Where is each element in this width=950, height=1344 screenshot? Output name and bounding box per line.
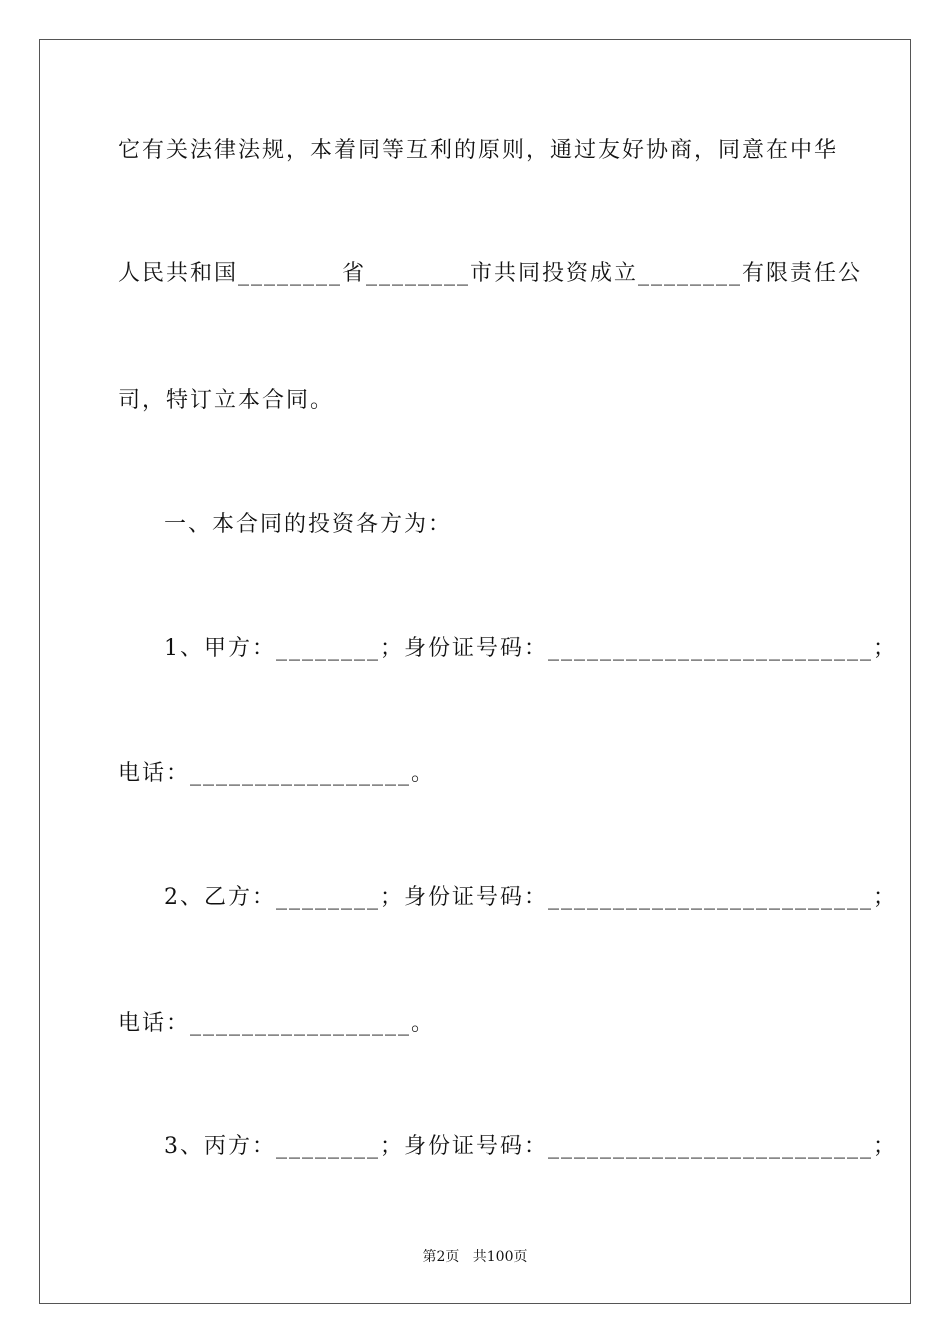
party-c-line: 3、丙方：________；身份证号码：_________________________；	[164, 1134, 897, 1159]
section-heading-investors: 一、本合同的投资各方为：	[164, 512, 453, 537]
page-frame	[39, 39, 911, 1304]
body-line-1: 它有关法律法规，本着同等互利的原则，通过友好协商，同意在中华	[118, 138, 839, 163]
page-number-footer: 第2页 共100页	[422, 1249, 528, 1265]
party-a-phone-line: 电话：_________________。	[118, 761, 436, 786]
body-line-2: 人民共和国________省________市共同投资成立________有限责任公	[118, 261, 863, 286]
body-line-3: 司，特订立本合同。	[118, 388, 335, 413]
party-b-phone-line: 电话：_________________。	[118, 1011, 436, 1036]
party-b-line: 2、乙方：________；身份证号码：_________________________；	[164, 885, 897, 910]
party-a-line: 1、甲方：________；身份证号码：_________________________；	[164, 636, 897, 661]
